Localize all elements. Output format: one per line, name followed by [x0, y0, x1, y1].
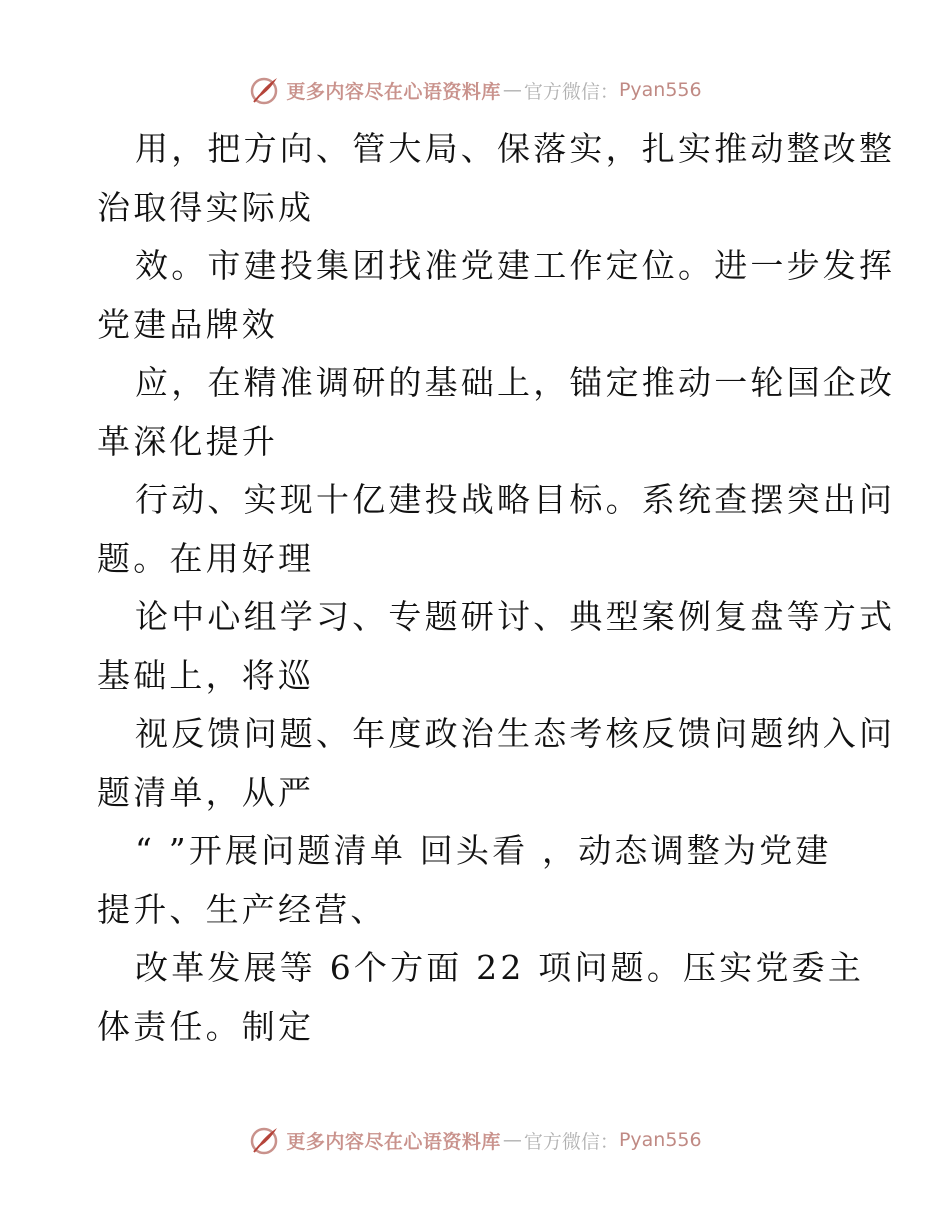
footer-watermark — [0, 1120, 950, 1160]
body-line: 论中心组学习、专题研讨、典型案例复盘等方式 — [135, 597, 896, 636]
body-line: 效。市建投集团找准党建工作定位。进一步发挥 — [135, 246, 896, 285]
watermark-contact-label: 官方微信： — [523, 80, 619, 103]
body-line: 治取得实际成 — [97, 187, 315, 227]
watermark-brand: 更多内容尽在心语资料库 — [286, 80, 501, 103]
body-line: 体责任。制定 — [97, 1006, 315, 1046]
header-watermark — [0, 70, 950, 110]
watermark-brand: 更多内容尽在心语资料库 — [286, 1130, 501, 1153]
watermark-separator: — — [502, 79, 522, 101]
body-line: 视反馈问题、年度政治生态考核反馈问题纳入问 — [135, 714, 896, 753]
feather-logo-icon — [248, 74, 280, 106]
watermark-separator: — — [502, 1129, 522, 1151]
document-body — [97, 120, 896, 1056]
watermark-contact-label: 官方微信： — [523, 1130, 619, 1153]
body-line: 题。在用好理 — [97, 538, 315, 578]
body-line: 应，在精准调研的基础上，锚定推动一轮国企改 — [135, 363, 896, 402]
body-line: 基础上，将巡 — [97, 655, 315, 695]
body-line: 党建品牌效 — [97, 304, 278, 344]
body-line: 题清单，从严 — [97, 772, 315, 812]
watermark-contact-id: Pyan556 — [618, 79, 702, 101]
body-line: 革深化提升 — [97, 421, 278, 461]
body-line: 提升、生产经营、 — [97, 889, 387, 929]
body-line: “ ”开展问题清单 回头看 ，动态调整为党建 — [135, 831, 832, 870]
watermark-contact-id: Pyan556 — [618, 1129, 702, 1151]
feather-logo-icon — [248, 1124, 280, 1156]
body-line: 改革发展等 6个方面 22 项问题。压实党委主 — [135, 948, 865, 987]
body-line: 用，把方向、管大局、保落实，扎实推动整改整 — [135, 129, 896, 168]
body-line: 行动、实现十亿建投战略目标。系统查摆突出问 — [135, 480, 896, 519]
